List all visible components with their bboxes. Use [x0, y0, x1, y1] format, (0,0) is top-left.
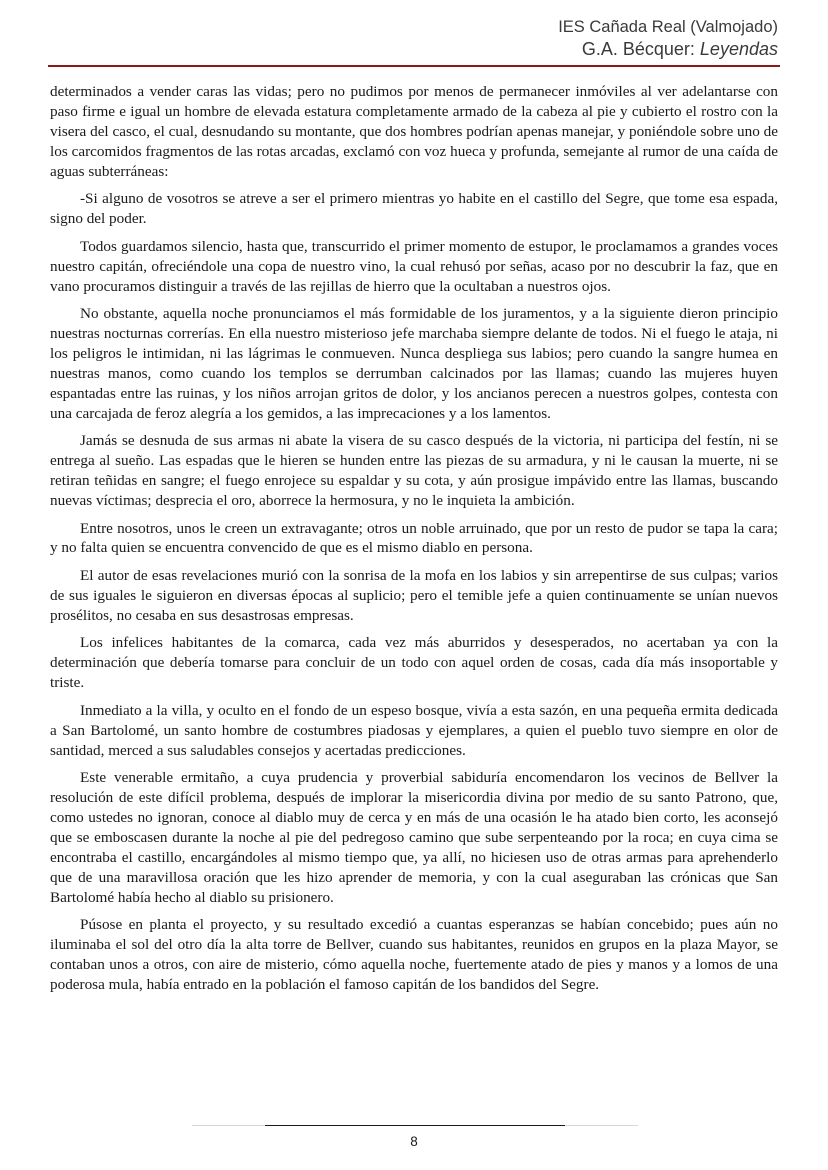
- work-title: Leyendas: [699, 39, 778, 59]
- page-number: 8: [410, 1134, 418, 1149]
- paragraph-6: Entre nosotros, unos le creen un extravagante; otros un noble arruinado, que por un resto de pudor se tapa la cara; y no falta quien se encuentra convencido de que es el mismo diablo en persona.: [50, 519, 778, 557]
- paragraph-5: Jamás se desnuda de sus armas ni abate la visera de su casco después de la victoria, ni participa del festín, ni se entrega al sueño. Las espadas que le hieren se hunden entre las piezas de su armadura, y ni le causan la muerte, ni se retiran teñidas en sangre; el fuego enrojece su espaldar y su cota, y aún prosigue impávido entre las llamas, buscando nuevas víctimas; desprecia el oro, aborrece la hermosura, y no le inquieta la ambición.: [50, 432, 778, 509]
- paragraph-11: Púsose en planta el proyecto, y su resultado excedió a cuantas esperanzas se habían concebido; pues aún no iluminaba el sol del otro día la alta torre de Bellver, cuando sus habitantes, reunidos en grupos en la plaza Mayor, se contaban unos a otros, con aire de misterio, cómo aquella noche, fuertemente atado de pies y manos y a lomos de una poderosa mula, había entrado en la población el famoso capitán de los bandidos del Segre.: [50, 916, 778, 994]
- school-name: IES Cañada Real (Valmojado): [558, 18, 778, 36]
- author-title: [558, 38, 778, 61]
- paragraph-8: Los infelices habitantes de la comarca, cada vez más aburridos y desesperados, no acertaban ya con la determinación que debería tomarse para concluir de un todo con aquel orden de cosas, cada día más insoportable y triste.: [50, 634, 778, 692]
- paragraph-9: Inmediato a la villa, y oculto en el fondo de un espeso bosque, vivía a esta sazón, en una pequeña ermita dedicada a San Bartolomé, un santo hombre de costumbres piadosas y ejemplares, a quien el pueblo tuvo siempre en olor de santidad, merced a sus saludables consejos y acertadas predicciones.: [50, 701, 778, 759]
- page-header: [558, 16, 778, 61]
- header-divider: [48, 65, 780, 67]
- paragraph-4: No obstante, aquella noche pronunciamos el más formidable de los juramentos, y a la siguiente dieron principio nuestras nocturnas correrías. En ella nuestro misterioso jefe marchaba siempre delante de todos. Ni el fuego le ataja, ni los peligros le intimidan, ni las lágrimas le conmueven. Nunca despliega sus labios; pero cuando la sangre humea en nuestras manos, como cuando los templos se derrumban calcinados por las llamas; cuando las mujeres huyen espantadas entre las ruinas, y los niños arrojan gritos de dolor, y los ancianos perecen a nuestros golpes, contesta con una carcajada de feroz alegría a los gemidos, a las imprecaciones y a los lamentos.: [50, 305, 778, 422]
- paragraph-3: Todos guardamos silencio, hasta que, transcurrido el primer momento de estupor, le proclamamos a grandes voces nuestro capitán, ofreciéndole una copa de nuestro vino, la cual rehusó por señas, acaso por no descubrir la faz, que en vano procuramos distinguir a través de las rejillas de hierro que la ocultaban a nuestros ojos.: [50, 237, 778, 295]
- paragraph-1: determinados a vender caras las vidas; pero no pudimos por menos de permanecer inmóviles al ver adelantarse con paso firme e igual un hombre de elevada estatura completamente armado de la cabeza al pie y cubierto el rostro con la visera del casco, el cual, desnudando su montante, que dos hombres podrían apenas manejar, y poniéndole sobre uno de los carcomidos fragmentos de las rotas arcadas, exclamó con voz hueca y profunda, semejante al rumor de una caída de aguas subterráneas:: [50, 83, 778, 180]
- footer-divider: [265, 1125, 565, 1126]
- author-name: G.A. Bécquer:: [581, 39, 700, 59]
- paragraph-2: -Si alguno de vosotros se atreve a ser el primero mientras yo habite en el castillo del Segre, que tome esa espada, signo del poder.: [50, 190, 778, 228]
- paragraph-10: Este venerable ermitaño, a cuya prudencia y proverbial sabiduría encomendaron los vecinos de Bellver la resolución de este difícil problema, después de implorar la misericordia divina por medio de su santo Patrono, que, como ustedes no ignoran, conoce al diablo muy de cerca y en más de una ocasión le ha atado bien corto, les aconsejó que se emboscasen durante la noche al pie del pedregoso camino que sube serpenteando por la roca; en cuya cima se encontraba el castillo, encargándoles al mismo tiempo que, ya allí, no hiciesen uso de otras armas para aprehenderlo que de una maravillosa oración que les hizo aprender de memoria, y con la cual aseguraban las crónicas que San Bartolomé había hecho al diablo su prisionero.: [50, 769, 778, 906]
- paragraph-7: El autor de esas revelaciones murió con la sonrisa de la mofa en los labios y sin arrepentirse de sus culpas; varios de sus iguales le siguieron en diversas épocas al suplicio; pero el temible jefe a quien continuamente se unían nuevos prosélitos, no cesaba en sus desastrosas empresas.: [50, 567, 778, 624]
- document-body: [50, 82, 778, 1003]
